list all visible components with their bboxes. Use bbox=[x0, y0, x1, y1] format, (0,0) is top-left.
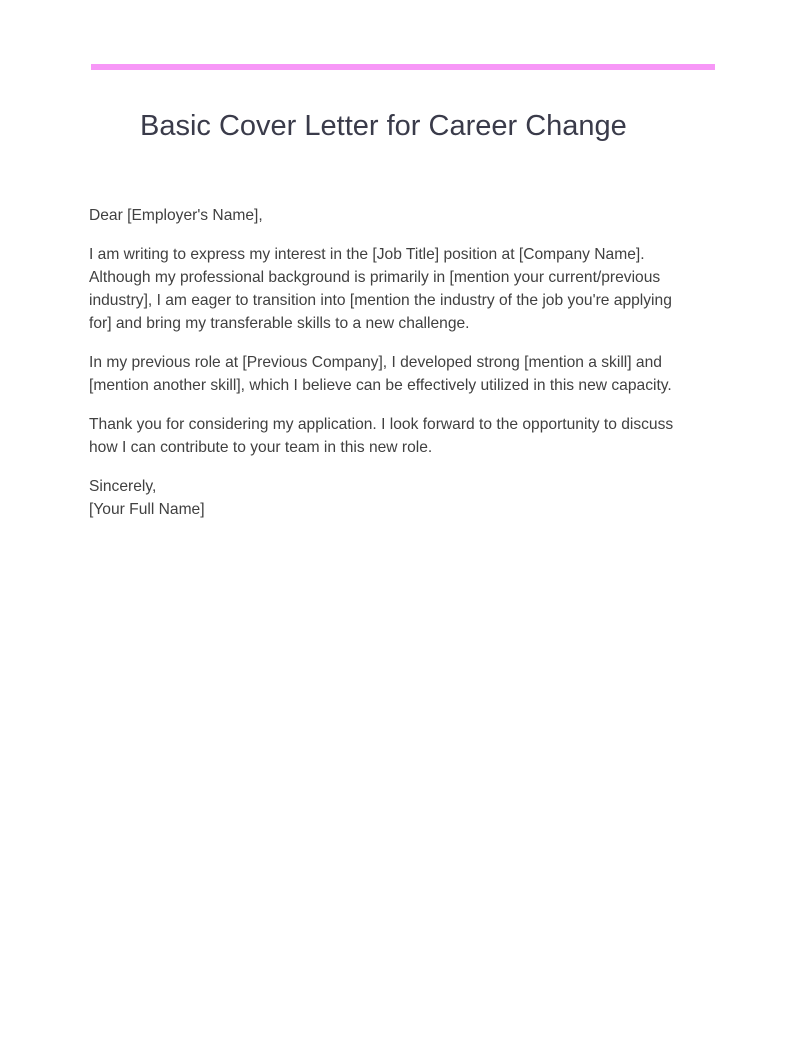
document-title: Basic Cover Letter for Career Change bbox=[140, 110, 627, 142]
salutation: Dear [Employer's Name], bbox=[89, 207, 263, 224]
signature: [Your Full Name] bbox=[89, 501, 205, 518]
paragraph-intro: I am writing to express my interest in the [Job Title] position at [Company Name]. Although my professional background is primarily in [mention your current/previous industry], I am eager to transition into [mention the industry of the job you're applying for] and bring my transferable skills to a new challenge. bbox=[89, 246, 672, 332]
letter-body bbox=[89, 204, 689, 521]
closing: Sincerely, bbox=[89, 478, 157, 495]
paragraph-thanks: Thank you for considering my application. I look forward to the opportunity to discuss how I can contribute to your team in this new role. bbox=[89, 416, 674, 456]
paragraph-experience: In my previous role at [Previous Company], I developed strong [mention a skill] and [mention another skill], which I believe can be effectively utilized in this new capacity. bbox=[89, 354, 672, 394]
accent-bar bbox=[91, 64, 715, 70]
